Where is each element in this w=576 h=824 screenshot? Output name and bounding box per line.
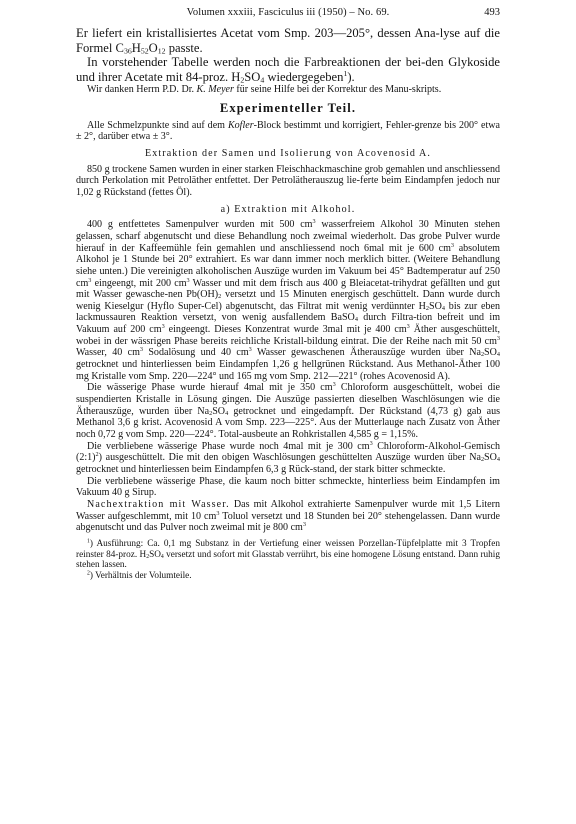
footnote-2: $^2$) Verhältnis der Volumteile.	[87, 570, 192, 581]
subsubsection-heading: a) Extraktion mit Alkohol.	[220, 203, 356, 215]
running-header	[76, 6, 500, 19]
journal-citation: Volumen xxxiii, Fasciculus iii (1950) – No. 69.	[186, 7, 390, 18]
acknowledgement: Wir danken Herrn P.D. Dr. K. Meyer für seine Hilfe bei der Korrektur des Manu-skripts.	[87, 84, 442, 96]
melting-point-note: Alle Schmelzpunkte sind auf dem Kofler-Block bestimmt und korrigiert, Fehler-grenze bis 200° etwa ± 2°, darüber etwa ± 3°.	[76, 119, 500, 143]
footnotes	[76, 539, 500, 581]
paragraph-seeds: 850 g trockene Samen wurden in einer starken Fleischhackmaschine grob gemahlen und anschliessend durch Perkolation mit Petroläther entfettet. Der Petrolätherauszug lie-ferte beim Eindampfen jedoch nur 1,02 g Rückstand (fettes Öl).	[76, 163, 500, 198]
section-heading: Experimenteller Teil.	[219, 101, 357, 116]
paragraph-residual-phase: Die verbliebene wässerige Phase, die kaum noch bitter schmeckte, hinterliess beim Eindampfen im Vakuum 40 g Sirup.	[76, 475, 500, 499]
paragraph-water-extraction: Nachextraktion mit Wasser. Das mit Alkohol extrahierte Samenpulver wurde mit 1,5 Litern Wasser aufgeschlemmt, mit 10 $cm^3$ Toluol versetzt und 18 Stunden bei 20° stehengelassen. Dann wurde abgenutscht und das Pulver noch zweimal mit je 800 $cm^3$	[76, 498, 500, 534]
page-number: 493	[484, 7, 500, 18]
subsection-heading: Extraktion der Samen und Isolierung von Acovenosid A.	[145, 147, 431, 159]
paragraph-chloroform-alcohol: Die verbliebene wässerige Phase wurde noch 4mal mit je 300 $cm^3$ Chloroform-Alkohol-Gemisch (2:1)$^2$) ausgeschüttelt. Die mit den obigen Waschlösungen geschüttelten Auszüge wurden über $Na_2SO_4$ getrocknet und hinterliessen beim Eindampfen 6,3 g Rück-stand, der stark bitter schmeckte.	[76, 439, 500, 475]
intro-paragraph-table: In vorstehender Tabelle werden noch die Farbreaktionen der bei-den Glykoside und ihrer Acetate mit 84-proz. $H_2SO_4$ wiedergegeben$^1$).	[76, 55, 500, 85]
paragraph-chloroform: Die wässerige Phase wurde hierauf 4mal mit je 350 $cm^3$ Chloroform ausgeschüttelt, wobei die suspendierten Kristalle in Lösung gingen. Die Auszüge passierten dieselben Waschlösungen wie die Ätherauszüge, wurden über $Na_2SO_4$ getrocknet und eingedampft. Der Rückstand (4,73 g) gab aus Methanol 3,6 g krist. Acovenosid A vom Smp. 223—225°. Aus der Mutterlauge nach Zusatz von Äther noch 0,72 g vom Smp. 220—224°. Total-ausbeute an Rohkristallen 4,585 g = 1,15%.	[76, 381, 500, 441]
paragraph-extraction-alcohol: 400 g entfettetes Samenpulver wurden mit 500 $cm^3$ wasserfreiem Alkohol 30 Minuten stehen gelassen, scharf abgenutscht und diese Behandlung noch zweimal wiederholt. Das grobe Pulver wurde hierauf in der Kaffeemühle fein gemahlen und anschliessend noch 6mal mit je 600 $cm^3$ absolutem Alkohol je 1 Stunde bei 20° extrahiert. Es war dann immer noch merklich bitter. (Weitere Behandlung siehe unten.) Die vereinigten alkoholischen Auszüge wurden im Vakuum bei 45° Badtemperatur auf 250 $cm^3$ eingeengt, mit 200 $cm^3$ Wasser und mit dem frisch aus 400 g Bleiacetat-trihydrat gefällten und gut mit Wasser gewasche-nen $Pb(OH)_2$ versetzt und 15 Minuten energisch geschüttelt. Dann wurde durch wenig Kieselgur (Hyflo Super-Cel) abgenutscht, das Filtrat mit wenig verdünnter $H_2SO_4$ bis zur eben lackmussauren Reaktion versetzt, von wenig ausfallendem BaSO$_4$ durch Filtra-tion befreit und im Vakuum auf 200 $cm^3$ eingeengt. Dieses Konzentrat wurde 3mal mit je 400 $cm^3$ Äther ausgeschüttelt, wobei in der wässrigen Phase bereits reichliche Kristall-bildung eintrat. Die der Reihe nach mit 50 $cm^3$ Wasser, 40 $cm^3$ Sodalösung und 40 $cm^3$ Wasser gewaschenen Ätherauszüge wurden über $Na_2SO_4$ getrocknet und hinterliessen beim Eindampfen 1,26 g hellgrünen Rückstand. Aus Methanol-Äther 100 mg Kristalle vom Smp. 220—224° und 165 mg vom Smp. 212—221° (rohes Acovenosid A).	[76, 218, 501, 382]
intro-paragraph-acetate: Er liefert ein kristallisiertes Acetat vom Smp. 203—205°, dessen Ana-lyse auf die Formel $C_{36}H_{52}O_{12}$ passte.	[76, 26, 500, 56]
footnote-1: $^1$) Ausführung: Ca. 0,1 mg Substanz in der Vertiefung einer weissen Porzellan-Tüpfelplatte mit 3 Tropfen reinster 84-proz. $H_2SO_4$ versetzt und sofort mit Glasstab verrührt, bis eine homogene Lösung entstand. Dann ruhig stehen lassen.	[76, 538, 500, 571]
